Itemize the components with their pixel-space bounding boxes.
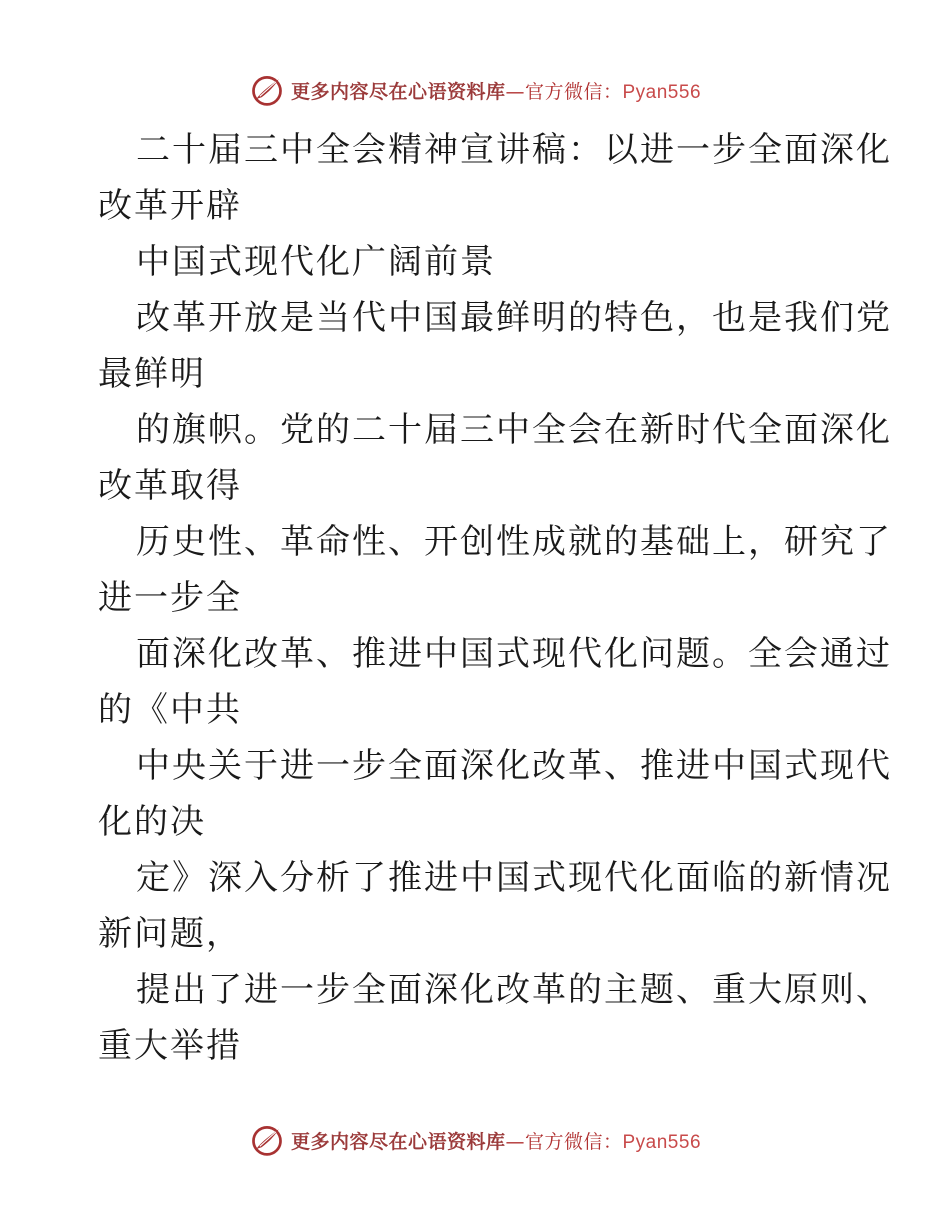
text-line: 最鲜明: [98, 354, 206, 394]
text-line: 进一步全: [98, 578, 242, 618]
document-body: [98, 122, 892, 1074]
banner-site-name: 更多内容尽在心语资料库: [290, 80, 506, 103]
text-line: 化的决: [98, 802, 206, 842]
text-line: 提出了进一步全面深化改革的主题、重大原则、: [136, 970, 892, 1010]
banner-wechat-label: —官方微信：: [505, 80, 623, 103]
text-line: 改革取得: [98, 466, 242, 506]
footer-banner-text: [291, 1127, 701, 1154]
quill-swirl-logo-icon: [249, 1122, 285, 1158]
banner-site-name: 更多内容尽在心语资料库: [290, 1130, 506, 1153]
footer-banner: [0, 1120, 950, 1160]
text-line: 重大举措: [98, 1026, 242, 1066]
text-line: 历史性、革命性、开创性成就的基础上，研究了: [136, 522, 892, 562]
header-banner-text: [291, 77, 701, 104]
header-banner-content: [249, 72, 701, 108]
text-line: 中国式现代化广阔前景: [136, 242, 496, 282]
text-line: 中央关于进一步全面深化改革、推进中国式现代: [136, 746, 892, 786]
banner-wechat-label: —官方微信：: [505, 1130, 623, 1153]
text-line: 改革开辟: [98, 186, 242, 226]
text-line: 二十届三中全会精神宣讲稿：以进一步全面深化: [136, 130, 892, 170]
text-line: 的《中共: [98, 690, 242, 730]
quill-swirl-logo-icon: [249, 72, 285, 108]
banner-wechat-id: Pyan556: [622, 1131, 702, 1153]
header-banner: [0, 70, 950, 110]
banner-wechat-id: Pyan556: [622, 81, 702, 103]
footer-banner-content: [249, 1122, 701, 1158]
text-line: 新问题，: [98, 914, 242, 954]
text-line: 定》深入分析了推进中国式现代化面临的新情况: [136, 858, 892, 898]
text-line: 改革开放是当代中国最鲜明的特色，也是我们党: [136, 298, 892, 338]
text-line: 面深化改革、推进中国式现代化问题。全会通过: [136, 634, 892, 674]
text-line: 的旗帜。党的二十届三中全会在新时代全面深化: [136, 410, 892, 450]
